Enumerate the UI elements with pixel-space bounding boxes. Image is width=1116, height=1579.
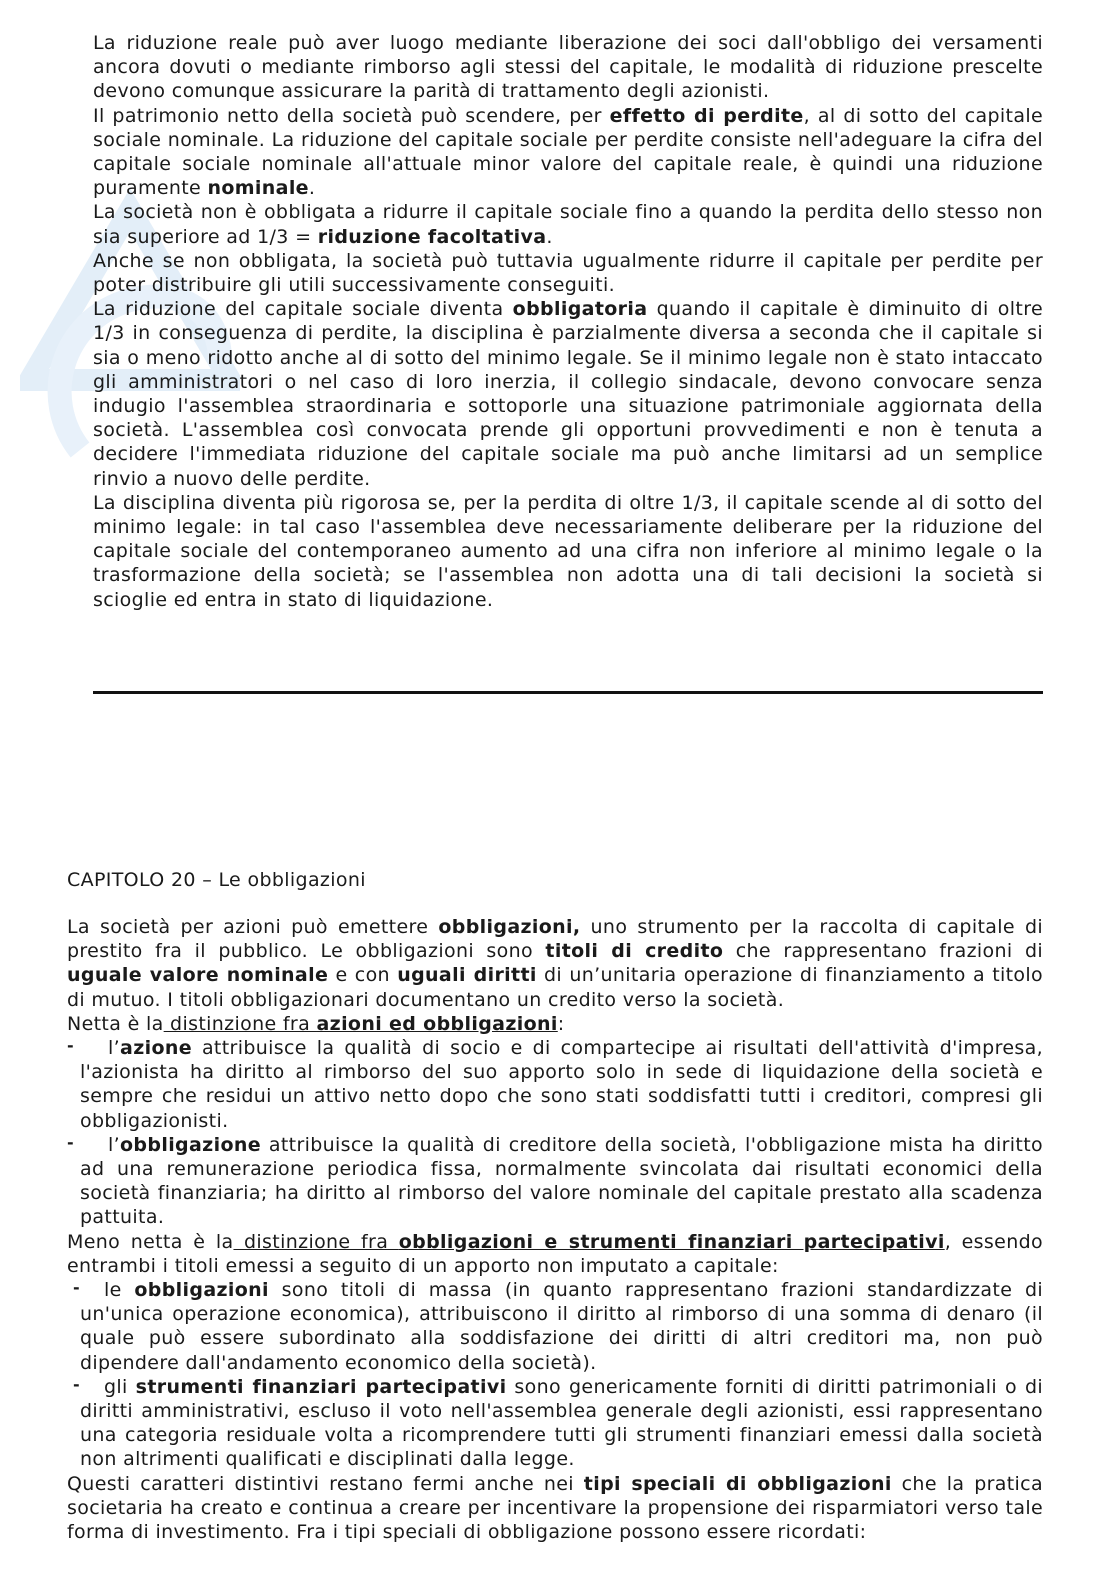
text: Netta è la [67, 1012, 164, 1035]
text: e con [328, 964, 398, 987]
horizontal-rule [93, 691, 1043, 694]
underlined-text: distinzione fra [163, 1012, 317, 1035]
text: uno strumento per la raccolta di capitale di prestito fra il pubblico. Le obbligazioni sono [67, 916, 1044, 963]
text: le [104, 1279, 135, 1302]
text: . [546, 225, 553, 248]
text: che la pratica societaria ha creato e continua a creare per incentivare la propensione dei risparmiatori verso tale forma di investimento. Fra i tipi speciali di obbligazione possono essere ricordati: [67, 1472, 1043, 1544]
bold-term: obbligazioni [134, 1279, 269, 1302]
chapter-body [67, 915, 1043, 1544]
bold-term: nominale [207, 177, 309, 200]
bullet-dash: - [67, 1132, 74, 1152]
text: La società non è obbligata a ridurre il capitale sociale fino a quando la perdita dello stesso non sia superiore ad 1/3 = [93, 201, 1043, 248]
bold-term: tipi speciali di obbligazioni [583, 1472, 892, 1495]
paragraph-tipi-speciali [67, 1472, 1043, 1545]
paragraph-intro [67, 915, 1043, 1012]
paragraph-netta [67, 1012, 1043, 1036]
bold-term: obbligazioni, [438, 916, 581, 938]
text: l’ [108, 1133, 121, 1156]
paragraph-riduzione-reale: La riduzione reale può aver luogo mediante liberazione dei soci dall'obbligo dei versamenti ancora dovuti o mediante rimborso agli stessi del capitale, le modalità di riduzione prescelte devono comunque assicurare la parità di trattamento degli azionisti. [93, 32, 1043, 103]
text: , essendo entrambi i titoli emessi a seguito di un apporto non imputato a capitale: [67, 1230, 1043, 1277]
list-item-text [80, 1036, 1043, 1133]
list-item-text [80, 1375, 1043, 1472]
bold-term: strumenti finanziari partecipativi [135, 1375, 507, 1398]
top-section [93, 31, 1043, 612]
bold-term: uguale valore nominale [67, 964, 329, 987]
paragraph-meno-netta [67, 1230, 1043, 1278]
paragraph-disciplina: La disciplina diventa più rigorosa se, per la perdita di oltre 1/3, il capitale scende al di sotto del minimo legale: in tal caso l'assemblea deve necessariamente deliberare per la riduzione del capitale sociale del contemporaneo aumento ad una cifra non inferiore al minimo legale o la trasformazione della società; se l'assemblea non adotta una di tali decisioni la società si scioglie ed entra in stato di liquidazione. [93, 491, 1043, 611]
paragraph-riduzione-facoltativa [93, 200, 1043, 248]
list-item-text [80, 1278, 1043, 1375]
text: di un’unitaria operazione di finanziamento a titolo di mutuo. I titoli obbligazionari documentano un credito verso la società. [67, 964, 1043, 1011]
text: attribuisce la qualità di socio e di compartecipe ai risultati dell'attività d'impresa, l'azionista ha diritto al rimborso del suo apporto solo in sede di liquidazione della società e sempre che residui un attivo netto dopo che sono stati soddisfatti tutti i creditori, compresi gli obbligazionisti. [80, 1037, 1043, 1132]
list-item-text [80, 1133, 1043, 1230]
text: attribuisce la qualità di creditore della società, l'obbligazione mista ha diritto ad una remunerazione periodica fissa, normalmente svincolata dai risultati economici della società finanziaria; ha diritto al rimborso del valore nominale del capitale prestato alla scadenza pattuita. [80, 1133, 1043, 1229]
bullet-dash: - [73, 1278, 80, 1298]
bold-term: azione [120, 1037, 192, 1060]
chapter-title: CAPITOLO 20 – Le obbligazioni [67, 869, 366, 891]
list-item-strumenti [67, 1375, 1043, 1472]
text: l’ [108, 1037, 121, 1060]
list-item-obbligazione [67, 1133, 1043, 1230]
bold-term: effetto di perdite [609, 104, 804, 127]
bold-term: obbligazione [120, 1133, 261, 1156]
text: , al di sotto del capitale sociale nominale. La riduzione del capitale sociale per perdite consiste nell'adeguare la cifra del capitale sociale nominale all'attuale minor valore del capitale reale, è quindi una riduzione puramente [93, 104, 1043, 200]
underlined-text: distinzione fra [233, 1230, 399, 1253]
text: . [308, 177, 316, 200]
text: La società per azioni può emettere [67, 916, 439, 938]
text: gli [104, 1375, 136, 1398]
paragraph-obbligatoria [93, 297, 1043, 491]
text: Meno netta è la [67, 1230, 234, 1253]
bold-term: azioni ed obbligazioni [316, 1012, 558, 1035]
bold-term: obbligazioni e strumenti finanziari partecipativi [398, 1230, 945, 1253]
bold-term: obbligatoria [512, 298, 648, 321]
bullet-dash: - [73, 1374, 80, 1394]
bullet-dash: - [67, 1036, 74, 1056]
text: : [557, 1012, 565, 1035]
bold-term: uguali diritti [397, 964, 537, 987]
bold-term: titoli di credito [545, 940, 724, 963]
paragraph-patrimonio-netto [93, 104, 1043, 201]
list-item-obbligazioni [67, 1278, 1043, 1375]
paragraph-anche-se: Anche se non obbligata, la società può tuttavia ugualmente ridurre il capitale per perdite per poter distribuire gli utili successivamente conseguiti. [93, 249, 1043, 297]
list-item-azione [67, 1036, 1043, 1133]
text: Il patrimonio netto della società può scendere, per [93, 104, 610, 127]
text: Questi caratteri distintivi restano fermi anche nei [67, 1472, 584, 1495]
text: sono genericamente forniti di diritti patrimoniali o di diritti amministrativi, escluso il voto nell'assemblea generale degli azionisti, essi rappresentano una categoria residuale volta a ricomprendere tutti gli strumenti finanziari emessi dalla società non altrimenti qualificati e disciplinati dalla legge. [80, 1375, 1043, 1471]
bold-term: riduzione facoltativa [317, 225, 547, 248]
text: che rappresentano frazioni di [723, 940, 1043, 963]
text: sono titoli di massa (in quanto rappresentano frazioni standardizzate di un'unica operazione economica), attribuiscono il diritto al rimborso di una somma di denaro (il quale può essere subordinato alla soddisfazione dei diritti di altri creditori ma, non può dipendere dall'andamento economico della società). [80, 1279, 1043, 1374]
text: La riduzione del capitale sociale diventa [93, 298, 513, 321]
text: quando il capitale è diminuito di oltre 1/3 in conseguenza di perdite, la disciplina è parzialmente diversa a seconda che il capitale si sia o meno ridotto anche al di sotto del minimo legale. Se il minimo legale non è stato intaccato gli amministratori o nel caso di loro inerzia, il collegio sindacale, devono convocare senza indugio l'assemblea straordinaria e sottoporle una situazione patrimoniale aggiornata della società. L'assemblea così convocata prende gli opportuni provvedimenti e non è tenuta a decidere l'immediata riduzione del capitale sociale ma può anche limitarsi ad un semplice rinvio a nuovo delle perdite. [93, 298, 1043, 490]
